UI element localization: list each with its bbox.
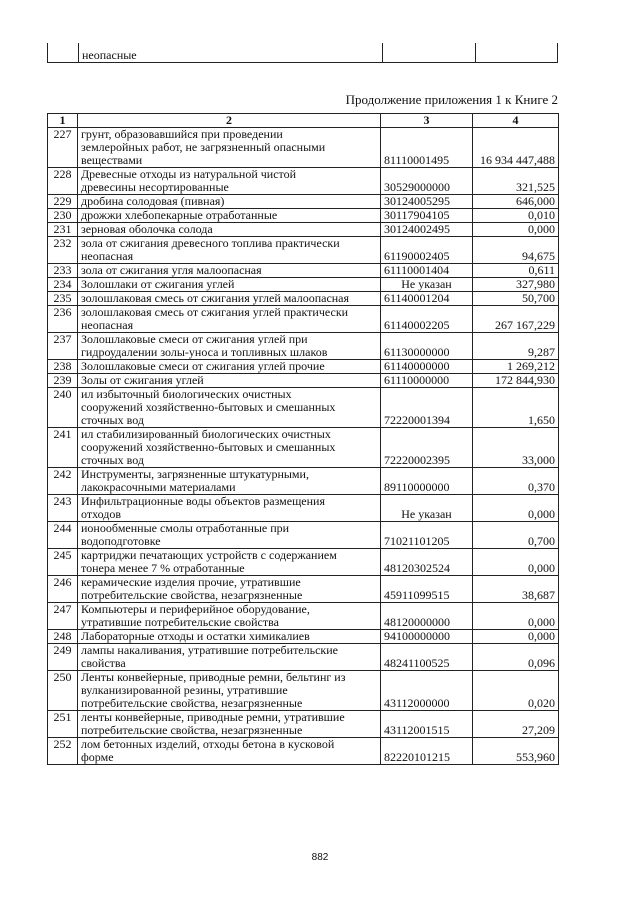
- waste-name-line: гидроудалении золы-уноса и топливных шлаков: [81, 345, 328, 359]
- waste-name-line: зерновая оболочка солода: [81, 222, 213, 236]
- waste-amount: 0,000: [473, 630, 559, 644]
- row-number: 227: [48, 128, 78, 168]
- table-row: [48, 495, 559, 522]
- table-row: [48, 195, 559, 209]
- waste-name-line: сооружений хозяйственно-бытовых и смешанных: [81, 440, 336, 454]
- waste-code: 61190002405: [381, 237, 473, 264]
- header-col-1: 1: [48, 114, 78, 128]
- table-row: [48, 428, 559, 468]
- waste-name: [78, 306, 381, 333]
- header-col-3: 3: [381, 114, 473, 128]
- table-row: [48, 278, 559, 292]
- waste-table: [47, 113, 559, 765]
- table-row: [48, 549, 559, 576]
- waste-name-line: веществами: [81, 153, 143, 167]
- waste-amount: 1 269,212: [473, 360, 559, 374]
- waste-name-line: Золошлаковые смеси от сжигания углей прочие: [81, 359, 325, 373]
- row-number: 249: [48, 644, 78, 671]
- waste-name-line: Компьютеры и периферийное оборудование,: [81, 602, 310, 616]
- waste-name-line: Инфильтрационные воды объектов размещения: [81, 494, 325, 508]
- waste-code: 30124005295: [381, 195, 473, 209]
- waste-name: [78, 278, 381, 292]
- table-row: [48, 374, 559, 388]
- waste-amount: 0,000: [473, 495, 559, 522]
- table-row: [48, 671, 559, 711]
- waste-name: [78, 576, 381, 603]
- row-number: 252: [48, 738, 78, 765]
- waste-amount: 38,687: [473, 576, 559, 603]
- table-row: [48, 264, 559, 278]
- row-number: 231: [48, 223, 78, 237]
- waste-amount: 0,370: [473, 468, 559, 495]
- waste-code: 30117904105: [381, 209, 473, 223]
- waste-name-line: дробина солодовая (пивная): [81, 194, 225, 208]
- table-row: [48, 522, 559, 549]
- waste-name-line: сточных вод: [81, 413, 144, 427]
- waste-amount: 321,525: [473, 168, 559, 195]
- waste-name: [78, 360, 381, 374]
- waste-name: [78, 128, 381, 168]
- table-row: [48, 237, 559, 264]
- waste-name-line: Древесные отходы из натуральной чистой: [81, 167, 297, 181]
- waste-amount: 553,960: [473, 738, 559, 765]
- waste-name: [78, 209, 381, 223]
- row-number: 241: [48, 428, 78, 468]
- table-body: [48, 128, 559, 765]
- waste-amount: 267 167,229: [473, 306, 559, 333]
- waste-name: [78, 292, 381, 306]
- waste-name-line: зола от сжигания древесного топлива практически: [81, 236, 340, 250]
- waste-code: 61140002205: [381, 306, 473, 333]
- waste-amount: 0,000: [473, 223, 559, 237]
- row-number: 250: [48, 671, 78, 711]
- table-row: [48, 292, 559, 306]
- table-row: [48, 333, 559, 360]
- waste-amount: 1,650: [473, 388, 559, 428]
- row-number: 236: [48, 306, 78, 333]
- table-row: [48, 209, 559, 223]
- waste-name-line: Золы от сжигания углей: [81, 373, 204, 387]
- row-number: 238: [48, 360, 78, 374]
- waste-name-line: неопасная: [81, 318, 134, 332]
- waste-amount: 0,096: [473, 644, 559, 671]
- row-number: 240: [48, 388, 78, 428]
- waste-name: [78, 237, 381, 264]
- table-row: [48, 468, 559, 495]
- waste-name-line: землеройных работ, не загрязненный опасными: [81, 140, 326, 154]
- waste-amount: 33,000: [473, 428, 559, 468]
- waste-name-line: форме: [81, 750, 114, 764]
- waste-name: [78, 223, 381, 237]
- waste-code: 89110000000: [381, 468, 473, 495]
- waste-code: Не указан: [381, 495, 473, 522]
- row-number: 237: [48, 333, 78, 360]
- row-number: 235: [48, 292, 78, 306]
- waste-name: [78, 468, 381, 495]
- page-number: 882: [311, 852, 329, 863]
- waste-amount: 646,000: [473, 195, 559, 209]
- row-number: 243: [48, 495, 78, 522]
- table-row: [48, 223, 559, 237]
- waste-name-line: отходов: [81, 507, 122, 521]
- table-row: [48, 630, 559, 644]
- waste-code: 45911099515: [381, 576, 473, 603]
- table-row: [48, 306, 559, 333]
- row-number: 228: [48, 168, 78, 195]
- waste-name-line: сточных вод: [81, 453, 144, 467]
- waste-name-line: дрожжи хлебопекарные отработанные: [81, 208, 278, 222]
- row-number: 242: [48, 468, 78, 495]
- row-number: 248: [48, 630, 78, 644]
- waste-amount: 327,980: [473, 278, 559, 292]
- waste-name: [78, 549, 381, 576]
- table-row: [48, 711, 559, 738]
- waste-name-line: вулканизированной резины, утратившие: [81, 683, 288, 697]
- table-row: [48, 168, 559, 195]
- waste-name-line: керамические изделия прочие, утратившие: [81, 575, 301, 589]
- waste-amount: 16 934 447,488: [473, 128, 559, 168]
- continuation-label: Продолжение приложения 1 к Книге 2: [345, 92, 558, 107]
- row-number: 234: [48, 278, 78, 292]
- waste-code: 61130000000: [381, 333, 473, 360]
- waste-name-line: золошлаковая смесь от сжигания углей практически: [81, 305, 349, 319]
- waste-code: 30529000000: [381, 168, 473, 195]
- waste-name-line: сооружений хозяйственно-бытовых и смешанных: [81, 400, 336, 414]
- row-number: 245: [48, 549, 78, 576]
- waste-amount: 172 844,930: [473, 374, 559, 388]
- waste-name: [78, 168, 381, 195]
- waste-name-line: картриджи печатающих устройств с содержанием: [81, 548, 337, 562]
- waste-code: Не указан: [381, 278, 473, 292]
- row-number: 233: [48, 264, 78, 278]
- row-number: 229: [48, 195, 78, 209]
- waste-name-line: потребительские свойства, незагрязненные: [81, 696, 303, 710]
- row-number: 232: [48, 237, 78, 264]
- waste-name: [78, 671, 381, 711]
- waste-amount: 27,209: [473, 711, 559, 738]
- waste-name-line: ил стабилизированный биологических очистных: [81, 427, 331, 441]
- waste-code: 82220101215: [381, 738, 473, 765]
- waste-name: [78, 333, 381, 360]
- waste-name-line: лампы накаливания, утратившие потребительские: [81, 643, 338, 657]
- waste-name-line: грунт, образовавшийся при проведении: [81, 127, 283, 141]
- waste-name-line: свойства: [81, 656, 126, 670]
- waste-name: [78, 738, 381, 765]
- waste-name: [78, 711, 381, 738]
- waste-amount: 0,700: [473, 522, 559, 549]
- waste-name-line: древесины несортированные: [81, 180, 229, 194]
- waste-amount: 94,675: [473, 237, 559, 264]
- waste-code: 94100000000: [381, 630, 473, 644]
- waste-code: 72220002395: [381, 428, 473, 468]
- waste-name: [78, 428, 381, 468]
- remnant-cell-code: [383, 43, 476, 63]
- waste-amount: 0,010: [473, 209, 559, 223]
- waste-amount: 50,700: [473, 292, 559, 306]
- waste-name-line: лакокрасочными материалами: [81, 480, 236, 494]
- waste-code: 48120302524: [381, 549, 473, 576]
- row-number: 251: [48, 711, 78, 738]
- waste-name: [78, 374, 381, 388]
- waste-name-line: зола от сжигания угля малоопасная: [81, 263, 262, 277]
- waste-name-line: золошлаковая смесь от сжигания углей малоопасная: [81, 291, 350, 305]
- waste-code: 30124002495: [381, 223, 473, 237]
- waste-name-line: утратившие потребительские свойства: [81, 615, 279, 629]
- table-row: [48, 738, 559, 765]
- waste-name: [78, 630, 381, 644]
- waste-code: 61140001204: [381, 292, 473, 306]
- waste-amount: 0,000: [473, 603, 559, 630]
- waste-amount: 0,000: [473, 549, 559, 576]
- waste-code: 72220001394: [381, 388, 473, 428]
- table-header-row: [48, 114, 559, 128]
- table-row: [48, 360, 559, 374]
- waste-code: 48241100525: [381, 644, 473, 671]
- waste-name-line: ленты конвейерные, приводные ремни, утратившие: [81, 710, 345, 724]
- remnant-cell-value: [476, 43, 558, 63]
- waste-name: [78, 495, 381, 522]
- waste-name-line: Ленты конвейерные, приводные ремни, бельтинг из: [81, 670, 346, 684]
- waste-code: 61140000000: [381, 360, 473, 374]
- waste-name-line: Лабораторные отходы и остатки химикалиев: [81, 629, 310, 643]
- waste-code: 43112001515: [381, 711, 473, 738]
- remnant-cell-name: неопасные: [79, 43, 383, 63]
- row-number: 244: [48, 522, 78, 549]
- waste-code: 61110001404: [381, 264, 473, 278]
- header-col-4: 4: [473, 114, 559, 128]
- waste-name-line: неопасная: [81, 249, 134, 263]
- waste-name-line: ионообменные смолы отработанные при: [81, 521, 290, 535]
- waste-amount: 9,287: [473, 333, 559, 360]
- waste-name-line: Инструменты, загрязненные штукатурными,: [81, 467, 309, 481]
- waste-name: [78, 264, 381, 278]
- waste-name: [78, 644, 381, 671]
- remnant-cell-num: [48, 43, 79, 63]
- waste-amount: 0,611: [473, 264, 559, 278]
- table-row: [48, 576, 559, 603]
- waste-name-line: лом бетонных изделий, отходы бетона в кусковой: [81, 737, 335, 751]
- row-number: 239: [48, 374, 78, 388]
- waste-name: [78, 388, 381, 428]
- waste-code: 48120000000: [381, 603, 473, 630]
- table-row: [48, 644, 559, 671]
- waste-code: 81110001495: [381, 128, 473, 168]
- row-number: 230: [48, 209, 78, 223]
- waste-name: [78, 603, 381, 630]
- waste-name: [78, 522, 381, 549]
- table-row: [48, 388, 559, 428]
- waste-code: 71021101205: [381, 522, 473, 549]
- waste-code: 43112000000: [381, 671, 473, 711]
- waste-name-line: Золошлаки от сжигания углей: [81, 277, 235, 291]
- waste-code: 61110000000: [381, 374, 473, 388]
- waste-name-line: Золошлаковые смеси от сжигания углей при: [81, 332, 308, 346]
- waste-name-line: ил избыточный биологических очистных: [81, 387, 292, 401]
- waste-name-line: тонера менее 7 % отработанные: [81, 561, 245, 575]
- table-row: [48, 128, 559, 168]
- waste-name: [78, 195, 381, 209]
- row-number: 246: [48, 576, 78, 603]
- waste-name-line: потребительские свойства, незагрязненные: [81, 723, 303, 737]
- waste-name-line: водоподготовке: [81, 534, 161, 548]
- waste-amount: 0,020: [473, 671, 559, 711]
- table-row: [48, 603, 559, 630]
- previous-table-remnant: [47, 43, 558, 63]
- waste-name-line: потребительские свойства, незагрязненные: [81, 588, 303, 602]
- header-col-2: 2: [78, 114, 381, 128]
- row-number: 247: [48, 603, 78, 630]
